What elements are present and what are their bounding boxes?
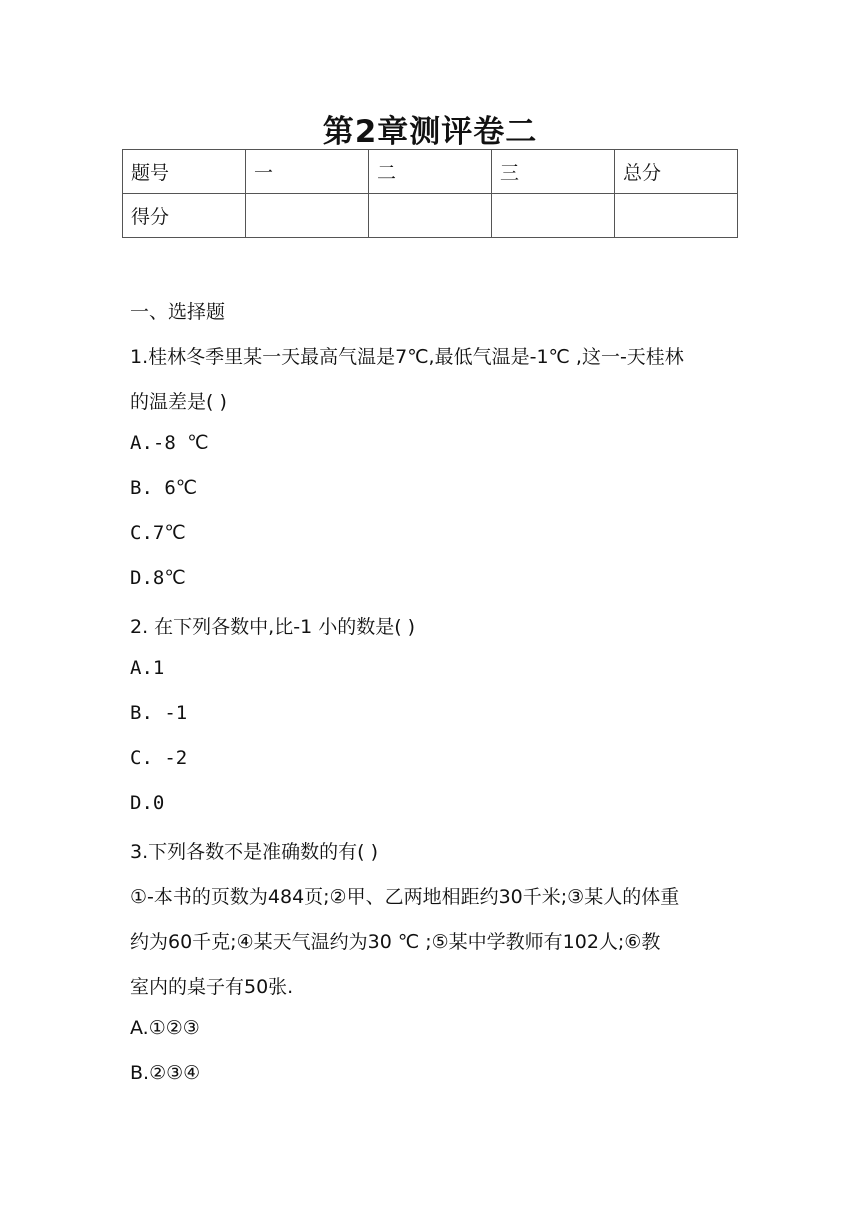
question-2-option-d: D.0 <box>130 792 165 814</box>
score-table-cell: 一 <box>246 150 369 194</box>
score-table-cell <box>369 194 492 238</box>
question-2-option-a: A.1 <box>130 657 165 679</box>
question-1-option-a: A.-8 ℃ <box>130 432 209 454</box>
question-2-stem-line: 2. 在下列各数中,比-1 小的数是( ) <box>130 616 416 638</box>
score-table-cell: 二 <box>369 150 492 194</box>
score-table-cell <box>615 194 738 238</box>
score-table-cell: 得分 <box>123 194 246 238</box>
score-table-cell <box>492 194 615 238</box>
score-table-cell <box>246 194 369 238</box>
score-table-header-row <box>123 150 738 194</box>
question-1-option-d: D.8℃ <box>130 567 186 589</box>
question-2-option-c: C. -2 <box>130 747 188 769</box>
question-3-stem-line: 约为60千克;④某天气温约为30 ℃ ;⑤某中学教师有102人;⑥教 <box>130 931 661 953</box>
question-3-option-a: A.①②③ <box>130 1017 200 1039</box>
page-title: 第2章测评卷二 <box>322 114 538 150</box>
question-3-option-b: B.②③④ <box>130 1062 201 1084</box>
question-3-stem-line: ①-本书的页数为484页;②甲、乙两地相距约30千米;③某人的体重 <box>130 886 680 908</box>
question-1-stem-line: 1.桂林冬季里某一天最高气温是7℃,最低气温是-1℃ ,这一-天桂林 <box>130 346 684 368</box>
question-2-option-b: B. -1 <box>130 702 188 724</box>
question-1-option-c: C.7℃ <box>130 522 186 544</box>
score-table <box>122 149 738 238</box>
question-3-stem-line: 3.下列各数不是准确数的有( ) <box>130 841 378 863</box>
score-table-cell: 总分 <box>615 150 738 194</box>
section-heading: 一、选择题 <box>130 301 226 323</box>
question-3-stem-line: 室内的桌子有50张. <box>130 976 294 998</box>
question-1-stem-line: 的温差是( ) <box>130 391 227 413</box>
score-table-score-row <box>123 194 738 238</box>
question-1-option-b: B. 6℃ <box>130 477 198 499</box>
score-table-cell: 三 <box>492 150 615 194</box>
score-table-cell: 题号 <box>123 150 246 194</box>
